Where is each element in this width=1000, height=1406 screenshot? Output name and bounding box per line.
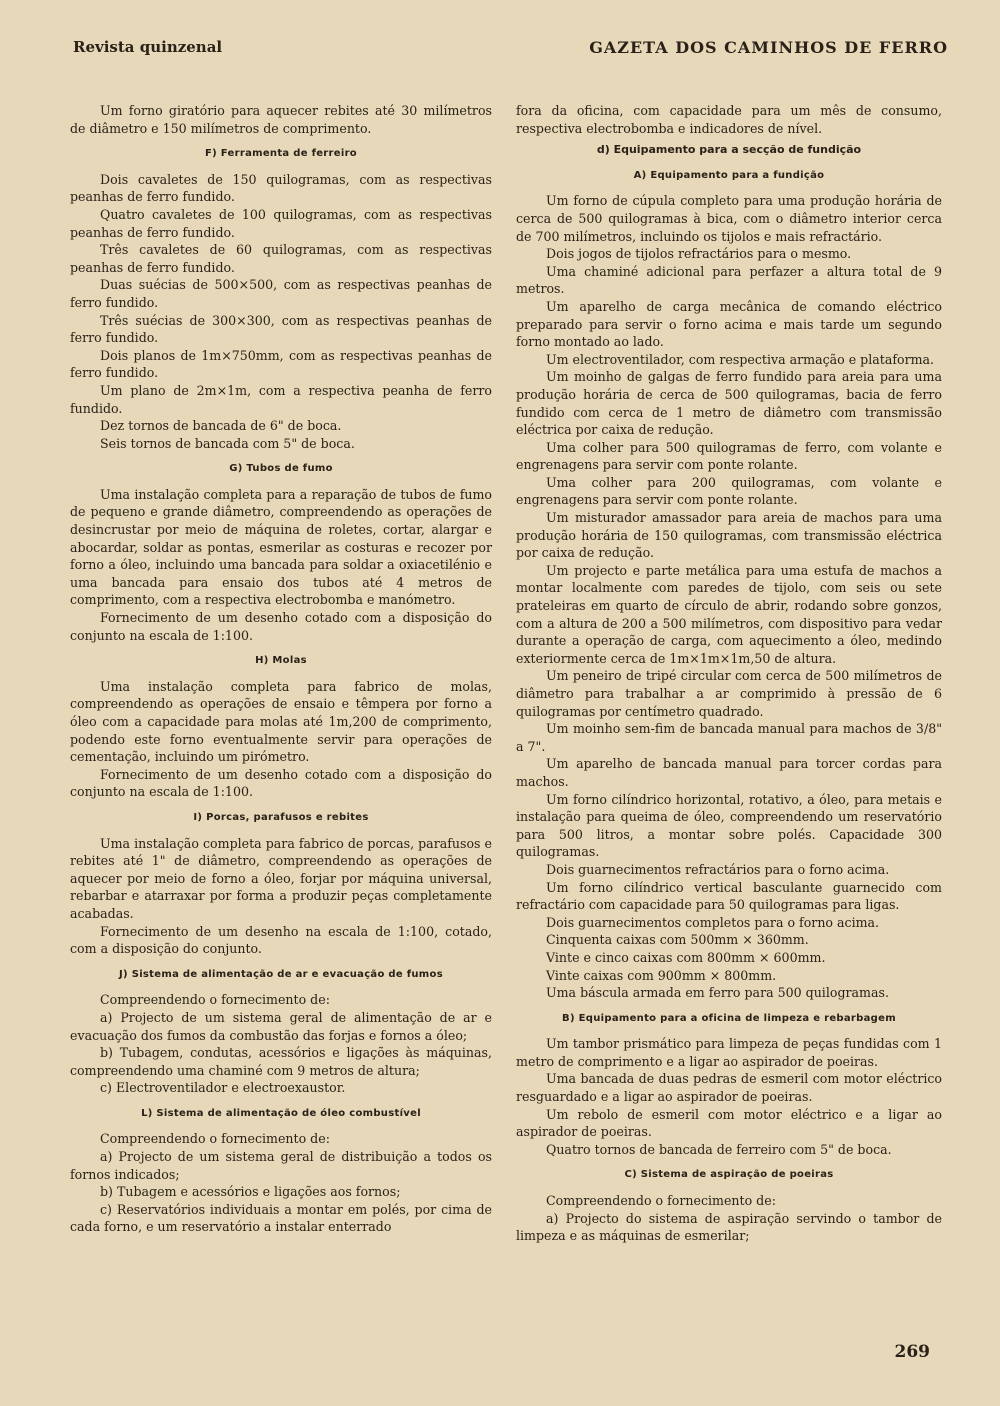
section-heading-j: J) Sistema de alimentação de ar e evacuação de fumos <box>119 968 443 980</box>
paragraph: Um projecto e parte metálica para uma estufa de machos a montar localmente com paredes de tijolo, com seis ou sete prateleiras em quarto de círculo de abrir, rodando sobre gonzos, com a altura de 200 a 500 milímetros, com dispositivo para vedar durante a operação de carga, com aquecimento a óleo, medindo exteriormente cerca de 1m×1m×1m,50 de altura. <box>516 562 942 666</box>
paragraph: a) Projecto do sistema de aspiração servindo o tambor de limpeza e as máquinas de esmerilar; <box>516 1210 942 1244</box>
paragraph: c) Reservatórios individuais a montar em polés, por cima de cada forno, e um reservatório a instalar enterrado <box>70 1201 492 1235</box>
paragraph: Dois cavaletes de 150 quilogramas, com as respectivas peanhas de ferro fundido. <box>70 171 492 205</box>
paragraph: a) Projecto de um sistema geral de alimentação de ar e evacuação dos fumos da combustão das forjas e fornos a óleo; <box>70 1009 492 1043</box>
paragraph: Dois guarnecimentos completos para o forno acima. <box>546 914 880 930</box>
paragraph: c) Electroventilador e electroexaustor. <box>100 1080 346 1096</box>
paragraph: Um moinho sem-fim de bancada manual para machos de 3/8" a 7". <box>516 721 942 754</box>
paragraph: Duas suécias de 500×500, com as respectivas peanhas de ferro fundido. <box>70 277 492 310</box>
paragraph: Um electroventilador, com respectiva armação e plataforma. <box>546 351 935 367</box>
paragraph: Um forno de cúpula completo para uma produção horária de cerca de 500 quilogramas à bica, com o diâmetro interior cerca de 700 milímetros, incluindo os tijolos e mais refractário. <box>516 193 942 244</box>
paragraph: Uma báscula armada em ferro para 500 quilogramas. <box>546 985 889 1001</box>
section-heading-f: F) Ferramenta de ferreiro <box>205 148 357 160</box>
paragraph: Quatro cavaletes de 100 quilogramas, com as respectivas peanhas de ferro fundido. <box>70 206 492 240</box>
paragraph: Três cavaletes de 60 quilogramas, com as respectivas peanhas de ferro fundido. <box>70 242 492 275</box>
paragraph: Cinquenta caixas com 500mm × 360mm. <box>546 932 809 948</box>
paragraph: Compreendendo o fornecimento de: <box>100 992 330 1008</box>
paragraph: Dez tornos de bancada de 6" de boca. <box>100 418 342 434</box>
paragraph: Uma bancada de duas pedras de esmeril com motor eléctrico resguardado e a ligar ao aspirador de poeiras. <box>516 1071 942 1105</box>
paragraph: Três suécias de 300×300, com as respectivas peanhas de ferro fundido. <box>70 312 492 346</box>
subsection-heading-a: A) Equipamento para a fundição <box>633 169 825 181</box>
paragraph: Uma colher para 200 quilogramas, com volante e engrenagens para servir com ponte rolante. <box>516 474 942 508</box>
paragraph: Um aparelho de bancada manual para torcer cordas para machos. <box>516 756 942 789</box>
paragraph: Um plano de 2m×1m, com a respectiva peanha de ferro fundido. <box>70 382 492 416</box>
header-publication-frequency: Revista quinzenal <box>73 38 223 56</box>
subsection-heading-b: B) Equipamento para a oficina de limpeza e rebarbagem <box>562 1012 896 1024</box>
paragraph: Um forno giratório para aquecer rebites até 30 milímetros de diâmetro e 150 milímetros de comprimento. <box>70 103 492 136</box>
paragraph: b) Tubagem e acessórios e ligações aos fornos; <box>100 1184 401 1200</box>
paragraph: a) Projecto de um sistema geral de distribuição a todos os fornos indicados; <box>70 1149 492 1182</box>
section-heading-d: d) Equipamento para a secção de fundição <box>596 143 862 157</box>
paragraph: Um aparelho de carga mecânica de comando eléctrico preparado para servir o forno acima e mais tarde um segundo forno montado ao lado. <box>516 298 942 350</box>
paragraph: Um forno cilíndrico horizontal, rotativo, a óleo, para metais e instalação para queima de óleo, compreendendo um reservatório para 500 litros, a montar sobre polés. Capacidade 300 quilogramas. <box>516 791 942 860</box>
paragraph: Dois guarnecimentos refractários para o forno acima. <box>546 861 890 877</box>
paragraph: Fornecimento de um desenho cotado com a disposição do conjunto na escala de 1:100. <box>70 766 492 800</box>
section-heading-g: G) Tubos de fumo <box>229 463 333 475</box>
paragraph: Compreendendo o fornecimento de: <box>100 1131 330 1147</box>
subsection-heading-c: C) Sistema de aspiração de poeiras <box>624 1169 834 1181</box>
paragraph: b) Tubagem, condutas, acessórios e ligações às máquinas, compreendendo uma chaminé com 9 metros de altura; <box>70 1045 492 1078</box>
paragraph: Uma instalação completa para fabrico de molas, compreendendo as operações de ensaio e têmpera por forno a óleo com a capacidade para molas até 1m,200 de comprimento, podendo este forno eventualmente servir para operações de cementação, incluindo um pirómetro. <box>70 678 492 765</box>
paragraph: Um forno cilíndrico vertical basculante guarnecido com refractário com capacidade para 50 quilogramas para ligas. <box>516 879 942 913</box>
paragraph: Vinte e cinco caixas com 800mm × 600mm. <box>546 949 826 965</box>
paragraph: Um peneiro de tripé circular com cerca de 500 milímetros de diâmetro para trabalhar a ar comprimido à pressão de 6 quilogramas por centímetro quadrado. <box>516 668 942 719</box>
paragraph: Um misturador amassador para areia de machos para uma produção horária de 150 quilogramas, com transmissão eléctrica por caixa de redução. <box>516 510 942 561</box>
left-column <box>70 102 492 1236</box>
paragraph: Fornecimento de um desenho cotado com a disposição do conjunto na escala de 1:100. <box>70 610 492 643</box>
paragraph: Uma colher para 500 quilogramas de ferro, com volante e engrenagens para servir com ponte rolante. <box>516 439 942 473</box>
page-number: 269 <box>894 1342 930 1362</box>
paragraph: Seis tornos de bancada com 5" de boca. <box>100 435 355 451</box>
paragraph: Compreendendo o fornecimento de: <box>546 1193 776 1209</box>
paragraph: Quatro tornos de bancada de ferreiro com 5" de boca. <box>546 1141 892 1157</box>
paragraph: Dois jogos de tijolos refractários para o mesmo. <box>546 246 852 262</box>
section-heading-h: H) Molas <box>255 655 307 667</box>
paragraph: Um tambor prismático para limpeza de peças fundidas com 1 metro de comprimento e a ligar ao aspirador de poeiras. <box>516 1036 942 1069</box>
paragraph: Vinte caixas com 900mm × 800mm. <box>546 967 777 983</box>
paragraph: Dois planos de 1m×750mm, com as respectivas peanhas de ferro fundido. <box>70 347 492 381</box>
paragraph: Uma instalação completa para a reparação de tubos de fumo de pequeno e grande diâmetro, compreendendo as operações de desincrustar por meio de máquina de roletes, cortar, alargar e abocardar, soldar as pontas, esmerilar as costuras e recozer por forno a óleo, incluindo uma bancada para soldar a oxiacetilénio e uma bancada para ensaio dos tubos até 4 metros de comprimento, com a respectiva electrobomba e manómetro. <box>70 486 492 608</box>
paragraph: Fornecimento de um desenho na escala de 1:100, cotado, com a disposição do conjunto. <box>70 923 492 957</box>
paragraph: Uma instalação completa para fabrico de porcas, parafusos e rebites até 1" de diâmetro, compreendendo as operações de aquecer por meio de forno a óleo, forjar por máquina universal, rebarbar e atarraxar por forma a produzir peças completamente acabadas. <box>70 835 492 921</box>
paragraph: Uma chaminé adicional para perfazer a altura total de 9 metros. <box>516 263 942 297</box>
paragraph: Um moinho de galgas de ferro fundido para areia para uma produção horária de cerca de 500 quilogramas, bacia de ferro fundido com cerca de 1 metro de diâmetro com transmissão eléctrica por caixa de redução. <box>516 369 942 438</box>
header-journal-title: GAZETA DOS CAMINHOS DE FERRO <box>589 38 948 57</box>
right-column <box>516 102 942 1245</box>
paragraph: fora da oficina, com capacidade para um mês de consumo, respectiva electrobomba e indicadores de nível. <box>516 103 942 136</box>
paragraph: Um rebolo de esmeril com motor eléctrico e a ligar ao aspirador de poeiras. <box>516 1106 942 1140</box>
section-heading-i: I) Porcas, parafusos e rebites <box>193 811 369 823</box>
section-heading-l: L) Sistema de alimentação de óleo combustível <box>141 1107 421 1119</box>
